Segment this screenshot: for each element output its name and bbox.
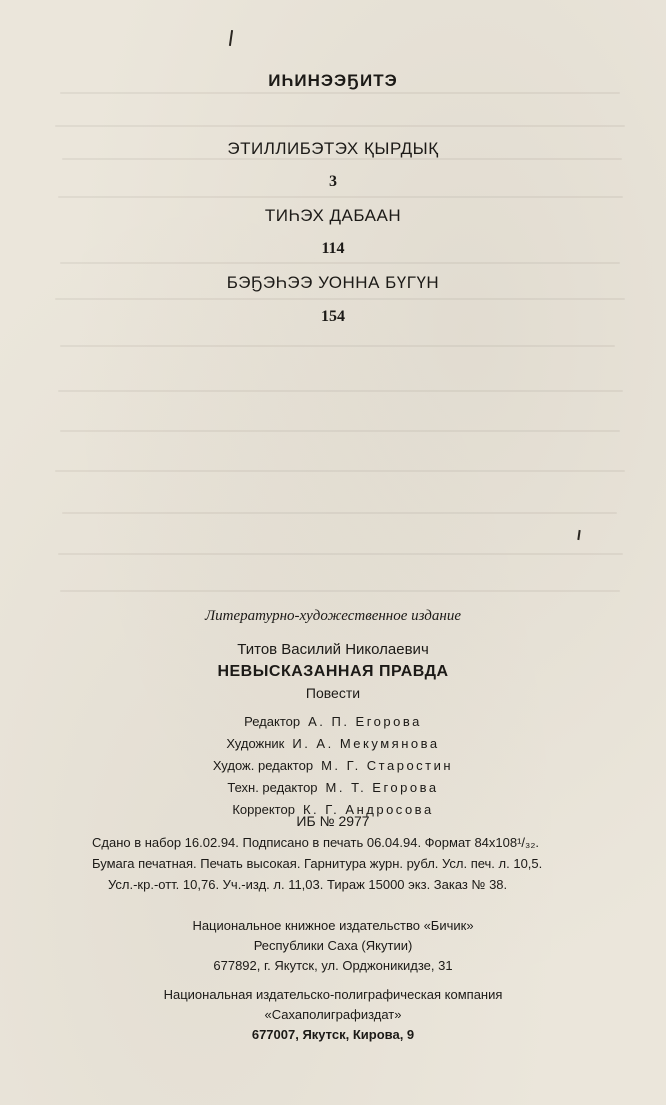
credit-row — [0, 711, 666, 733]
contents-item-title: ТИҺЭХ ДАБААН — [264, 206, 402, 225]
bleed-through-line — [60, 262, 620, 264]
credit-role: Редактор — [244, 714, 301, 729]
publisher-region: Республики Саха (Якутии) — [253, 938, 413, 953]
publisher-name: Национальное книжное издательство «Бичик» — [192, 918, 474, 933]
printer-brand: «Сахаполиграфиздат» — [264, 1007, 402, 1022]
credit-role: Худож. редактор — [212, 758, 314, 773]
credit-name: К. Г. Андросова — [302, 802, 434, 817]
contents-item-title: БЭҔЭҺЭЭ УОННА БҮГҮН — [226, 273, 440, 292]
book-subtitle: Повести — [305, 685, 361, 701]
bleed-through-line — [55, 298, 625, 300]
bleed-through-line — [55, 470, 625, 472]
credit-name: И. А. Мекумянова — [292, 736, 440, 751]
book-title: НЕВЫСКАЗАННАЯ ПРАВДА — [217, 663, 449, 680]
technical-data-line: Бумага печатная. Печать высокая. Гарнитура журн. рубл. Усл. печ. л. 10,5. — [92, 856, 543, 871]
credit-role: Художник — [226, 736, 285, 751]
bleed-through-line — [58, 390, 623, 392]
bleed-through-line — [60, 345, 615, 347]
credit-name: А. П. Егорова — [308, 714, 422, 729]
credit-role: Корректор — [232, 802, 295, 817]
bleed-through-line — [58, 196, 623, 198]
technical-data-line: Сдано в набор 16.02.94. Подписано в печать 06.04.94. Формат 84x108¹/₃₂. — [92, 835, 539, 850]
contents-item-page: 3 — [329, 173, 337, 190]
bleed-through-line — [62, 512, 617, 514]
publisher-address: 677892, г. Якутск, ул. Орджоникидзе, 31 — [213, 958, 453, 973]
technical-data-line: Усл.-кр.-отт. 10,76. Уч.-изд. л. 11,03. Тираж 15000 экз. Заказ № 38. — [108, 877, 508, 892]
bleed-through-line — [58, 553, 623, 555]
author-name: Титов Василий Николаевич — [237, 641, 429, 658]
credit-row — [0, 733, 666, 755]
contents-item-page: 154 — [321, 308, 345, 325]
edition-type: Литературно-художественное издание — [205, 608, 461, 624]
credit-name: М. Т. Егорова — [325, 780, 439, 795]
credit-name: М. Г. Старостин — [321, 758, 454, 773]
bleed-through-line — [60, 92, 620, 94]
printer-address: 677007, Якутск, Кирова, 9 — [251, 1027, 415, 1042]
contents-heading: ИҺИНЭЭҔИТЭ — [268, 71, 398, 90]
print-speck — [229, 30, 233, 46]
contents-item-page: 114 — [321, 240, 345, 257]
credit-row — [0, 777, 666, 799]
print-speck — [577, 530, 580, 540]
bleed-through-line — [60, 430, 620, 432]
bleed-through-line — [55, 125, 625, 127]
contents-item-title: ЭТИЛЛИБЭТЭХ ҚЫРДЫҚ — [227, 139, 439, 158]
bleed-through-line — [60, 590, 620, 592]
credit-row — [0, 755, 666, 777]
printer-name: Национальная издательско-полиграфическая компания — [163, 987, 503, 1002]
ib-number: ИБ № 2977 — [296, 813, 370, 829]
credits-list — [0, 711, 666, 821]
credit-role: Техн. редактор — [227, 780, 318, 795]
